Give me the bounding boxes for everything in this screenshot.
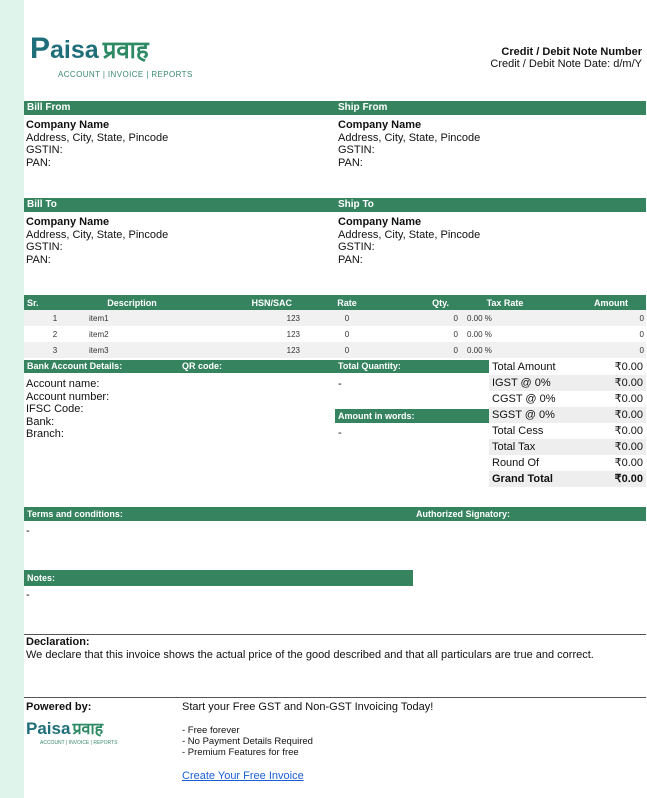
powered-by-label: Powered by:: [26, 701, 92, 713]
logo-mark: P: [30, 32, 51, 65]
cell-description: item1: [86, 310, 178, 326]
cell-qty: 0: [386, 310, 465, 326]
total-quantity-header: Total Quantity:: [335, 360, 489, 373]
ship-from-pan: PAN:: [338, 156, 363, 169]
create-invoice-link[interactable]: Create Your Free Invoice: [182, 770, 304, 782]
col-rate: Rate: [308, 295, 386, 310]
bill-from-address: Address, City, State, Pincode: [26, 131, 169, 144]
note-header: [490, 46, 642, 70]
promo-feature: - Free forever: [182, 725, 240, 736]
footer-logo-hindi: प्रवाह: [72, 721, 104, 738]
bill-from-company: Company Name: [26, 119, 110, 131]
bill-from-pan: PAN:: [26, 156, 51, 169]
total-value: ₹0.00: [614, 425, 643, 437]
bank-details-header: Bank Account Details:: [24, 360, 179, 373]
total-row: [489, 455, 646, 471]
declaration-title: Declaration:: [26, 636, 90, 648]
col-hsn: HSN/SAC: [178, 295, 308, 310]
total-row: [489, 375, 646, 391]
bill-to-gstin: GSTIN:: [26, 241, 63, 253]
grand-total-value: ₹0.00: [614, 473, 643, 485]
col-tax-rate: Tax Rate: [465, 295, 545, 310]
declaration: [26, 636, 594, 661]
ship-to-address: Address, City, State, Pincode: [338, 228, 481, 241]
footer-logo-mark: P: [26, 719, 38, 738]
cell-rate: 0: [344, 329, 350, 339]
total-row: [489, 391, 646, 407]
bill-from-header: Bill From: [24, 101, 335, 115]
col-amount: Amount: [545, 295, 646, 310]
col-sr: Sr.: [24, 295, 86, 310]
cell-sr: 1: [24, 310, 86, 326]
bill-to-address: Address, City, State, Pincode: [26, 228, 169, 241]
col-qty: Qty.: [386, 295, 465, 310]
left-accent-strip: [0, 0, 24, 798]
bill-from-details: [26, 119, 168, 169]
footer-logo-name: aisa: [37, 719, 71, 738]
total-value: ₹0.00: [614, 377, 643, 389]
divider: [24, 697, 646, 698]
bank-account-name: Account name:: [26, 378, 100, 390]
logo-tagline: ACCOUNT | INVOICE | REPORTS: [58, 70, 193, 79]
promo-features: [182, 725, 433, 758]
footer-logo: [26, 717, 117, 746]
total-value: ₹0.00: [614, 457, 643, 469]
bank-account-number: Account number:: [26, 390, 110, 403]
cell-tax-rate: 0.00 %: [465, 310, 545, 326]
grand-total-label: Grand Total: [492, 473, 553, 485]
total-label: Round Of: [492, 457, 540, 469]
total-row: [489, 439, 646, 455]
ship-from-gstin: GSTIN:: [338, 144, 375, 156]
ship-to-details: [338, 216, 480, 266]
total-value: ₹0.00: [614, 409, 643, 421]
promo-feature: - No Payment Details Required: [182, 736, 313, 747]
notes-value: -: [26, 589, 30, 601]
total-label: CGST @ 0%: [492, 393, 556, 405]
grand-total-row: [489, 471, 646, 487]
total-row: [489, 423, 646, 439]
total-value: ₹0.00: [614, 361, 643, 373]
signatory-header: Authorized Signatory:: [413, 507, 646, 521]
amount-in-words-value: -: [338, 427, 342, 439]
bill-to-details: [26, 216, 168, 266]
cell-qty: 0: [386, 342, 465, 358]
total-label: Total Tax: [492, 441, 536, 453]
total-quantity-value: -: [338, 378, 342, 390]
cell-rate: 0: [308, 342, 386, 358]
ship-to-gstin: GSTIN:: [338, 241, 375, 253]
cell-description: item3: [86, 342, 178, 358]
total-row: [489, 359, 646, 375]
powered-by: [26, 701, 117, 746]
cell-sr: 2: [52, 329, 58, 339]
total-label: SGST @ 0%: [492, 409, 555, 421]
bill-from-gstin: GSTIN:: [26, 144, 63, 156]
ship-to-pan: PAN:: [338, 253, 363, 266]
col-description: Description: [86, 295, 178, 310]
total-label: Total Amount: [492, 361, 556, 373]
brand-logo: [30, 34, 193, 79]
bill-to-pan: PAN:: [26, 253, 51, 266]
cell-tax-rate: 0.00 %: [467, 329, 492, 339]
note-number: Credit / Debit Note Number: [501, 46, 642, 58]
footer-logo-tagline: ACCOUNT | INVOICE | REPORTS: [40, 740, 118, 746]
items-table: [24, 295, 646, 358]
cell-tax-rate: 0.00 %: [465, 342, 545, 358]
total-label: Total Cess: [492, 425, 544, 437]
promo-section: [182, 701, 433, 782]
table-row: [24, 326, 646, 342]
total-value: ₹0.00: [614, 441, 643, 453]
bank-details: [26, 378, 109, 441]
ship-to-company: Company Name: [338, 216, 422, 228]
cell-amount: 0: [639, 329, 644, 339]
cell-description: item2: [89, 329, 109, 339]
total-value: ₹0.00: [614, 393, 643, 405]
cell-amount: 0: [545, 342, 646, 358]
bank-branch: Branch:: [26, 428, 64, 440]
cell-hsn: 123: [286, 329, 300, 339]
table-row: [24, 310, 646, 326]
promo-feature: - Premium Features for free: [182, 747, 299, 758]
cell-qty: 0: [453, 329, 458, 339]
cell-hsn: 123: [178, 342, 308, 358]
logo-name: aisa: [50, 36, 99, 64]
table-row: [24, 342, 646, 358]
terms-value: -: [26, 525, 30, 537]
declaration-text: We declare that this invoice shows the actual price of the good described and that all particulars are true and correct.: [26, 648, 594, 661]
cell-sr: 3: [24, 342, 86, 358]
cell-amount: 0: [545, 310, 646, 326]
bank-name: Bank:: [26, 415, 55, 428]
totals-panel: [489, 359, 646, 487]
amount-in-words-header: Amount in words:: [335, 409, 489, 423]
total-row: [489, 407, 646, 423]
cell-rate: 0: [308, 310, 386, 326]
bank-ifsc: IFSC Code:: [26, 403, 84, 415]
logo-hindi: प्रवाह: [102, 37, 149, 64]
divider: [24, 634, 646, 635]
terms-header: Terms and conditions:: [24, 507, 413, 521]
cell-hsn: 123: [178, 310, 308, 326]
bill-to-header: Bill To: [24, 198, 335, 212]
ship-from-details: [338, 119, 480, 169]
ship-from-company: Company Name: [338, 119, 422, 131]
ship-from-address: Address, City, State, Pincode: [338, 131, 481, 144]
total-label: IGST @ 0%: [492, 377, 551, 389]
bill-to-company: Company Name: [26, 216, 110, 228]
ship-from-header: Ship From: [335, 101, 646, 115]
notes-header: Notes:: [24, 570, 413, 586]
items-header-row: [24, 295, 646, 310]
promo-headline: Start your Free GST and Non-GST Invoicing Today!: [182, 701, 434, 713]
note-date: Credit / Debit Note Date: d/m/Y: [490, 58, 642, 70]
ship-to-header: Ship To: [335, 198, 646, 212]
qr-code-header: QR code:: [179, 360, 335, 373]
